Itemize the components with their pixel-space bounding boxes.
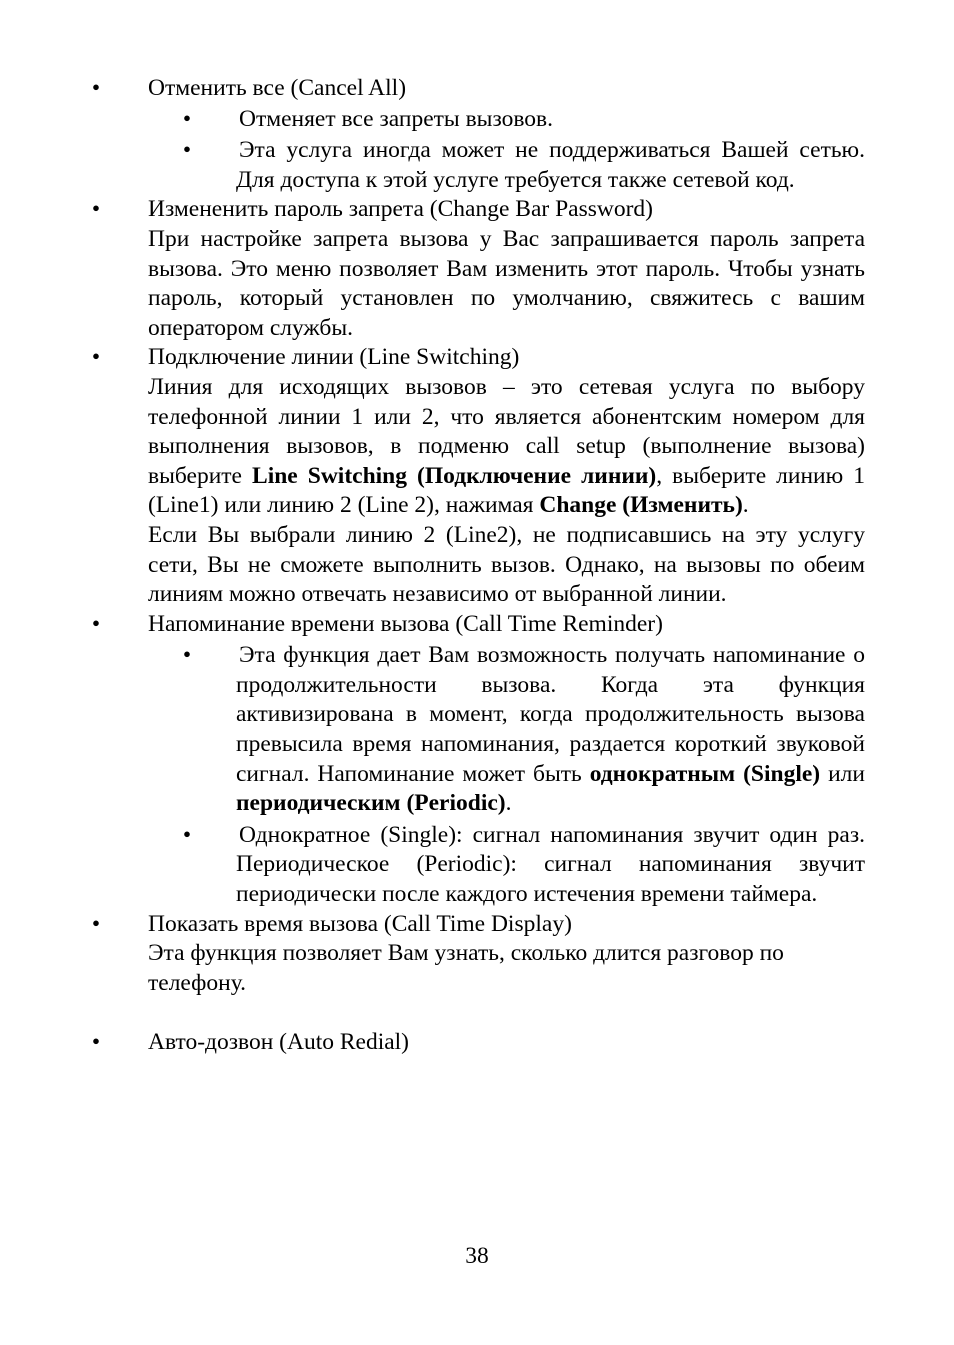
bullet: • <box>91 344 101 371</box>
item-title: Напоминание времени вызова (Call Time Reminder) <box>148 610 663 637</box>
item-body: Эта функция позволяет Вам узнать, сколько длится разговор по телефону. <box>148 940 784 996</box>
body-bold: Line Switching (Подключение линии) <box>252 462 657 489</box>
bullet: • <box>182 105 192 132</box>
bullet: • <box>91 196 101 223</box>
item-body: Если Вы выбрали линию 2 (Line2), не подписавшись на эту услугу сети, Вы не сможете выполнить вызов. Однако, на вызовы по обеим линиям можно отвечать независимо от выбранной линии. <box>148 521 865 608</box>
sub-item <box>182 641 865 819</box>
item-title: Подключение линии (Line Switching) <box>148 344 520 371</box>
list-item-auto-redial <box>91 1028 865 1058</box>
bullet: • <box>91 610 101 637</box>
bullet: • <box>91 75 101 101</box>
list-item-line-switching <box>91 343 865 373</box>
bullet: • <box>91 1029 101 1056</box>
sub-item-text: Однократное (Single): сигнал напоминания звучит один раз. Периодическое (Periodic): сигнал напоминания звучит периодически после каждого истечения времени таймера. <box>236 821 865 908</box>
body-bold: Change (Изменить) <box>539 492 743 519</box>
bullet: • <box>182 821 192 848</box>
list-item-call-time-reminder <box>91 610 865 640</box>
sub-item <box>182 105 865 135</box>
sub-item <box>182 136 865 195</box>
item-title: Отменить все (Cancel All) <box>148 75 407 101</box>
item-title: Показать время вызова (Call Time Display) <box>148 910 572 937</box>
bullet: • <box>182 642 192 669</box>
sub-item-text: Эта функция дает Вам возможность получать напоминание о продолжительности вызова. Когда эта функция активизирована в момент, когда продолжительность вызова превысила время напоминания, раздается короткий звуковой сигнал. Напоминание может быть <box>236 642 865 787</box>
sub-item-text: Отменяет все запреты вызовов. <box>239 105 554 132</box>
body-text: Линия для исходящих вызовов – это сетевая услуга по выбору телефонной линии 1 или 2, что является абонентским номером для выполнения вызовов, в подменю call setup (выполнение вызова) выберите <box>148 373 865 489</box>
list-item-call-time-display <box>91 910 865 940</box>
item-title: Измененить пароль запрета (Change Bar Password) <box>148 196 653 223</box>
body-bold: однократным (Single) <box>589 760 821 787</box>
sub-item <box>182 821 865 910</box>
sub-item-text: Эта услуга иногда может не поддерживаться Вашей сетью. Для доступа к этой услуге требуется также сетевой код. <box>236 137 865 193</box>
item-title: Авто-дозвон (Auto Redial) <box>148 1029 410 1056</box>
bullet: • <box>182 137 192 164</box>
body-text: , выберите линию 1 (Line1) или линию 2 (Line 2), нажимая <box>148 462 865 519</box>
sub-item-text: . <box>505 790 512 817</box>
body-text: . <box>742 492 749 519</box>
document-page <box>0 74 954 1058</box>
body-bold: периодическим (Periodic) <box>236 790 506 817</box>
list-item-cancel-all <box>91 74 865 104</box>
sub-item-text: или <box>820 760 865 787</box>
page-number: 38 <box>465 1243 489 1269</box>
item-body: При настройке запрета вызова у Вас запрашивается пароль запрета вызова. Это меню позволяет Вам изменить этот пароль. Чтобы узнать пароль, который установлен по умолчанию, свяжитесь с вашим оператором службы. <box>148 225 865 341</box>
list-item-change-bar-password <box>91 195 865 225</box>
item-body <box>148 373 865 521</box>
bullet: • <box>91 910 101 937</box>
